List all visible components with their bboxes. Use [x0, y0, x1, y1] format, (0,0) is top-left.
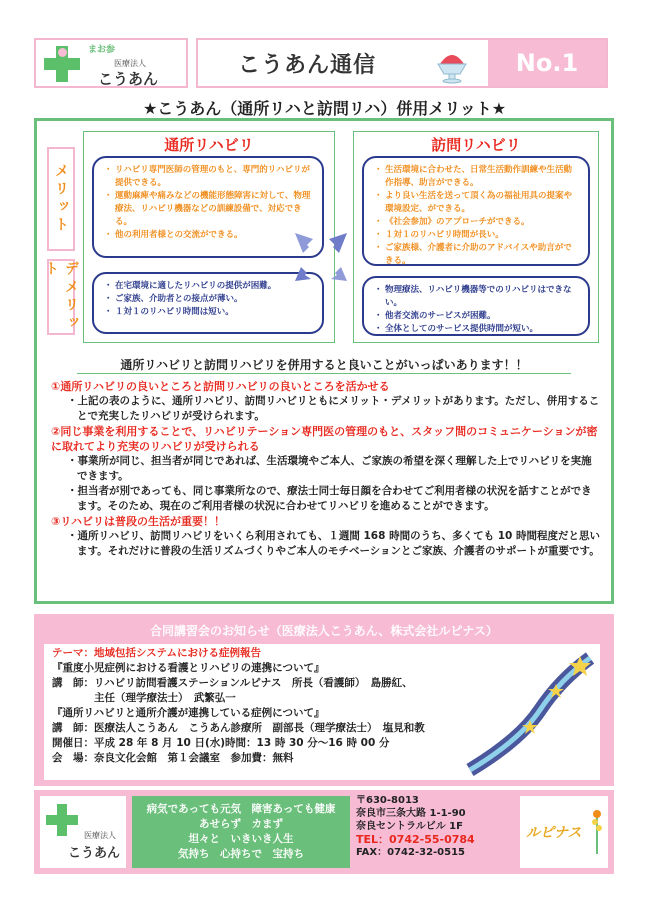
address-line: 奈良セントラルビル 1F	[356, 821, 463, 832]
star-ribbon-illustration	[460, 650, 598, 776]
crossed-arrows-icon	[291, 229, 351, 285]
list-item: ・ 他者交流のサービスが困難。	[376, 310, 578, 323]
list-item: ・ 生活環境に合わせた、日常生活動作訓練や生活動作指導、助言ができる。	[376, 164, 578, 190]
point-heading: ①通所リハビリの良いところと訪問リハビリの良いところを活かせる	[51, 380, 390, 393]
footer-logo	[40, 796, 126, 868]
slogan-line: 病気であっても元気 障害あっても健康	[146, 803, 336, 815]
logo-name: こうあん	[68, 846, 121, 861]
homon-demerits	[362, 276, 590, 336]
logo-corp: 医療法人	[84, 831, 116, 840]
summary-text: 通所リハビリと訪問リハビリを併用すると良いことがいっぱいあります！！	[120, 358, 528, 372]
point-heading: ②同じ事業を利用することで、リハビリテーション専門医の管理のもと、スタッフ間のコミュニケーションが密に取れてより充実のリハビリが受けられる	[51, 425, 598, 453]
lecture-date: 開催日：平成 28 年 8 月 10 日(水)時間：13 時 30 分～16 時 00 分	[52, 737, 390, 749]
contact-info	[356, 794, 516, 859]
side-label-demerit: デメリット	[43, 261, 79, 333]
panel-tsusho-title: 通所リハビリ	[164, 136, 254, 154]
list-item: ・ 全体としてのサービス提供時間が短い。	[376, 323, 578, 336]
lecture-case1: 『重度小児症例における看護とリハビリの連携について』	[52, 662, 325, 674]
lecture-section	[34, 614, 614, 786]
point-heading: ③リハビリは普段の生活が重要！！	[51, 515, 225, 528]
lecture-venue: 会 場：奈良文化会館 第１会議室 参加費：無料	[52, 752, 294, 764]
list-item: ・ １対１のリハビリ時間が長い。	[376, 229, 578, 242]
point-text: ・担当者が別であっても、同じ事業所なので、療法士同士毎日顔を合わせてご利用者様の状況を話すことができます。そのため、現在のご利用者様の状況に合わせてリハビリを進めることができます。	[67, 485, 592, 512]
list-item: ・ １対１のリハビリ時間は短い。	[106, 306, 312, 319]
lecture-speaker1: 講 師：リハビリ訪問看護ステーションルピナス 所長（看護師） 島勝紅、	[52, 677, 413, 689]
header-logo-box	[34, 38, 188, 88]
list-item: ・ ご家族様、介護者に介助のアドバイスや助言ができる。	[376, 242, 578, 268]
address-line: 奈良市三条大路 1-1-90	[356, 808, 466, 819]
fax-number: FAX：0742-32-0515	[356, 847, 466, 858]
lecture-theme: テーマ：地域包括システムにおける症例報告	[52, 647, 261, 659]
lupinus-logo-text: ルピナス	[526, 825, 582, 841]
side-label-merit: メリット	[47, 147, 75, 251]
list-item: ・ 物理療法、リハビリ機器等でのリハビリはできない。	[376, 284, 578, 310]
headline: ★こうあん（通所リハと訪問リハ）併用メリット★	[142, 99, 507, 118]
lupinus-logo	[520, 796, 608, 868]
list-item: ・ 《社会参加》のアプローチができる。	[376, 216, 578, 229]
point-text: ・事業所が同じ、担当者が同じであれば、生活環境やご本人、ご家族の希望を深く理解した上でリハビリを実施できます。	[67, 455, 592, 482]
phone-number: TEL：0742-55-0784	[356, 833, 475, 846]
shaved-ice-icon	[432, 44, 472, 84]
list-item: ・ 在宅環境に適したリハビリの提供が困難。	[106, 280, 312, 293]
list-item: ・ 運動麻痺や痛みなどの機能形態障害に対して、物理療法、リハビリ機器などの訓練設備で、対応できる。	[106, 190, 312, 229]
issue-number: No.1	[488, 40, 606, 86]
point-text: ・通所リハビリ、訪問リハビリをいくら利用されても、１週間 168 時間のうち、多くても 10 時間程度だと思います。それだけに普段の生活リズムづくりやご本人のモチベーションとご家族、介護者のサポートが重要です。	[67, 530, 600, 557]
divider	[77, 373, 571, 374]
logo-name: こうあん	[98, 70, 159, 88]
lupinus-flower-icon	[590, 806, 604, 856]
slogan-box	[132, 796, 350, 868]
panel-homon-title: 訪問リハビリ	[431, 136, 521, 154]
header-title-box	[196, 38, 608, 88]
panel-homon	[353, 131, 599, 343]
lecture-case2: 『通所リハビリと通所介護が連携している症例について』	[52, 707, 325, 719]
koan-cross-logo	[44, 46, 80, 82]
list-item: ・ より良い生活を送って頂く為の福祉用具の提案や環境設定、ができる。	[376, 190, 578, 216]
postal-code: 〒630-8013	[356, 795, 419, 806]
koan-cross-logo	[46, 804, 78, 836]
slogan-line: 気持ち 心持ちで 宝持ち	[178, 848, 304, 860]
tsusho-merits	[92, 156, 324, 258]
slogan-line: 坦々と いきいき人生	[188, 833, 294, 845]
footer	[34, 790, 614, 874]
list-item: ・ 他の利用者様との交流ができる。	[106, 229, 312, 242]
points	[51, 379, 601, 559]
slogan-line: あせらず カまず	[199, 818, 283, 830]
newsletter-title: こうあん通信	[238, 53, 377, 78]
logo-corp: 医療法人	[114, 59, 146, 68]
tsusho-demerits	[92, 272, 324, 334]
lecture-title: 合同講習会のお知らせ（医療法人こうあん、株式会社ルピナス）	[150, 624, 498, 638]
point-text: ・上記の表のように、通所リハビリ、訪問リハビリともにメリット・デメリットがあります。ただし、併用することで充実したリハビリが受けられます。	[67, 395, 600, 422]
comparison-section	[34, 118, 614, 604]
lecture-speaker2: 講 師：医療法人こうあん こうあん診療所 副部長（理学療法士） 塩見和教	[52, 722, 425, 734]
list-item: ・ ご家族、介助者との接点が薄い。	[106, 293, 312, 306]
lecture-details	[44, 644, 600, 780]
list-item: ・ リハビリ専門医師の管理のもと、専門的リハビリが提供できる。	[106, 164, 312, 190]
lecture-speaker1b: 主任（理学療法士） 武繁弘一	[52, 692, 236, 704]
logo-ruby: まお参	[88, 45, 116, 55]
homon-merits	[362, 156, 590, 266]
